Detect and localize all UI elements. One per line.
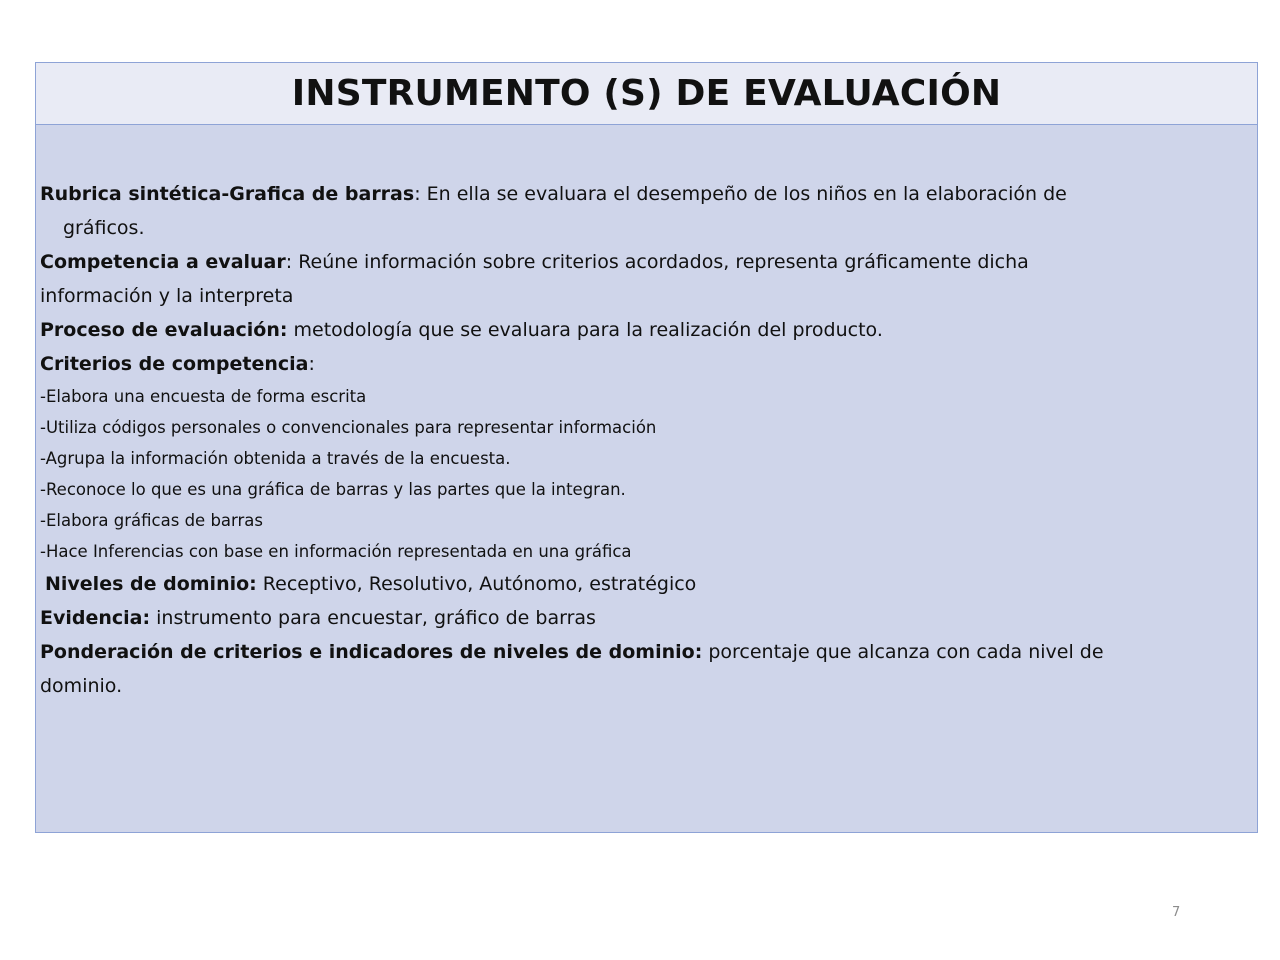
list-item: -Hace Inferencias con base en información representada en una gráfica — [40, 542, 632, 561]
niveles-label: Niveles de dominio: — [45, 573, 257, 595]
rubrica-text-line1: En ella se evaluara el desempeño de los niños en la elaboración de — [420, 183, 1067, 205]
proceso-label: Proceso de evaluación: — [40, 319, 288, 341]
criterios-separator: : — [308, 353, 315, 375]
criterios-label: Criterios de competencia — [40, 353, 309, 375]
ponderacion-text-line2: dominio. — [40, 675, 123, 697]
competencia-text-line2: información y la interpreta — [40, 285, 294, 307]
competencia-text-line1: Reúne información sobre criterios acordados, representa gráficamente dicha — [292, 251, 1029, 273]
list-item: -Agrupa la información obtenida a través de la encuesta. — [40, 449, 511, 468]
niveles-text: Receptivo, Resolutivo, Autónomo, estratégico — [256, 573, 697, 595]
rubrica-continuation — [40, 211, 1249, 245]
ponderacion-text-line1: porcentaje que alcanza con cada nivel de — [702, 641, 1104, 663]
ponderacion-label: Ponderación de criterios e indicadores de niveles de dominio: — [40, 641, 703, 663]
competencia-label: Competencia a evaluar — [40, 251, 286, 273]
proceso-text: metodología que se evaluara para la realización del producto. — [287, 319, 883, 341]
competencia-separator: : — [285, 251, 293, 273]
evaluation-table — [35, 62, 1258, 833]
rubrica-separator: : — [414, 183, 421, 205]
list-item: -Reconoce lo que es una gráfica de barras y las partes que la integran. — [40, 480, 626, 499]
niveles-paragraph — [40, 567, 1249, 601]
list-item: -Elabora gráficas de barras — [40, 511, 264, 530]
page-title: INSTRUMENTO (S) DE EVALUACIÓN — [291, 73, 1002, 114]
table-body — [36, 125, 1257, 832]
evidencia-text: instrumento para encuestar, gráfico de barras — [150, 607, 596, 629]
evidencia-label: Evidencia: — [40, 607, 151, 629]
competencia-continuation — [40, 279, 1249, 313]
rubrica-label: Rubrica sintética-Grafica de barras — [40, 183, 415, 205]
table-header — [36, 63, 1257, 125]
list-item: -Elabora una encuesta de forma escrita — [40, 387, 367, 406]
rubrica-text-line2: gráficos. — [63, 217, 145, 239]
criterios-heading — [40, 347, 1249, 381]
evidencia-paragraph — [40, 601, 1249, 635]
ponderacion-continuation — [40, 669, 1249, 703]
proceso-paragraph — [40, 313, 1249, 347]
list-item: -Utiliza códigos personales o convencionales para representar información — [40, 418, 657, 437]
competencia-paragraph — [40, 245, 1249, 279]
ponderacion-paragraph — [40, 635, 1249, 669]
rubrica-paragraph — [40, 177, 1249, 211]
page-number: 7 — [1172, 905, 1181, 920]
